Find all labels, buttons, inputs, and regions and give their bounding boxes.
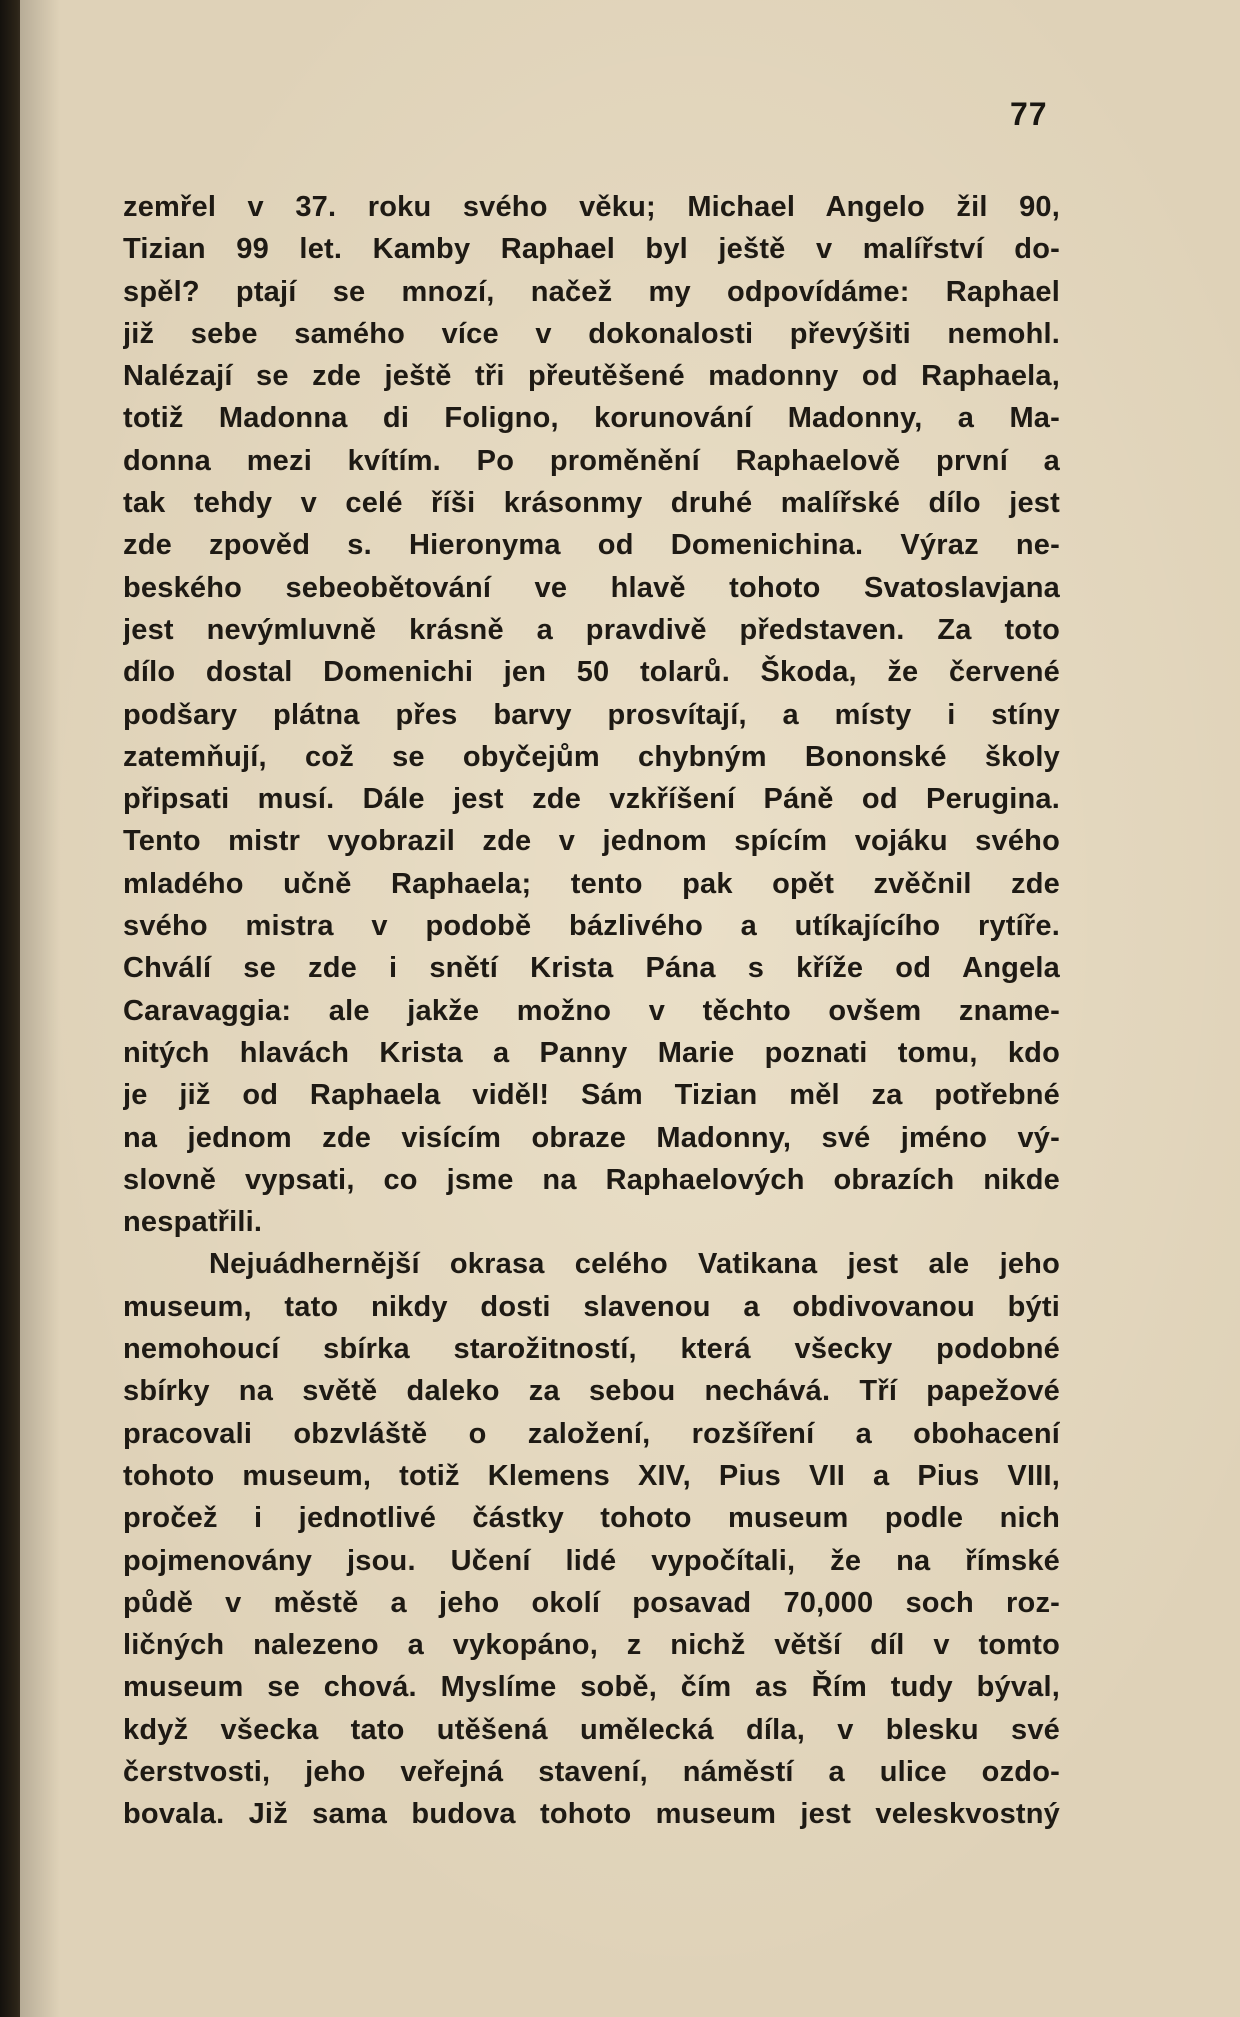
text-line: již sebe samého více v dokonalosti převýšiti nemohl. [123, 317, 1060, 350]
text-line: tak tehdy v celé říši krásonmy druhé malířské dílo jest [123, 487, 1060, 520]
text-line: slovně vypsati, co jsme na Raphaelových obrazích nikde [123, 1163, 1060, 1196]
text-line: dílo dostal Domenichi jen 50 tolarů. Škoda, že červené [123, 656, 1060, 689]
text-line: Caravaggia: ale jakže možno v těchto ovšem zname- [123, 994, 1060, 1027]
text-line: podšary plátna přes barvy prosvítají, a místy i stíny [123, 698, 1060, 731]
text-line: když všecka tato utěšená umělecká díla, v blesku své [123, 1713, 1060, 1746]
text-line: sbírky na světě daleko za sebou nechává. Tří papežové [123, 1375, 1060, 1408]
text-line: Nalézají se zde ještě tři přeutěšené madonny od Raphaela, [123, 360, 1060, 393]
text-line: zatemňují, což se obyčejům chybným Bononské školy [123, 740, 1060, 773]
text-line: Tento mistr vyobrazil zde v jednom spícím vojáku svého [123, 825, 1060, 858]
text-line: tohoto museum, totiž Klemens XIV, Pius VII a Pius VIII, [123, 1459, 1060, 1492]
text-line: bovala. Již sama budova tohoto museum jest veleskvostný [123, 1798, 1060, 1831]
text-line: mladého učně Raphaela; tento pak opět zvěčnil zde [123, 867, 1060, 900]
text-line: donna mezi kvítím. Po proměnění Raphaelově první a [123, 444, 1060, 477]
book-page [20, 0, 1240, 2017]
text-line: beského sebeobětování ve hlavě tohoto Svatoslavjana [123, 571, 1060, 604]
text-line: půdě v městě a jeho okolí posavad 70,000 soch roz- [123, 1586, 1060, 1619]
text-line: ličných nalezeno a vykopáno, z nichž větší díl v tomto [123, 1629, 1060, 1662]
text-line: pojmenovány jsou. Učení lidé vypočítali, že na římské [123, 1544, 1060, 1577]
text-line: jest nevýmluvně krásně a pravdivě představen. Za toto [123, 613, 1060, 646]
page-number: 77 [1010, 96, 1048, 132]
text-line: připsati musí. Dále jest zde vzkříšení Páně od Perugina. [123, 783, 1060, 816]
text-line: totiž Madonna di Foligno, korunování Madonny, a Ma- [123, 402, 1060, 435]
text-line: Tizian 99 let. Kamby Raphael byl ještě v malířství do- [123, 233, 1060, 266]
text-line: Nejuádhernější okrasa celého Vatikana jest ale jeho [209, 1248, 1060, 1281]
text-line: pročež i jednotlivé částky tohoto museum podle nich [123, 1502, 1060, 1535]
text-line: Chválí se zde i snětí Krista Pána s kříže od Angela [123, 952, 1060, 985]
text-line: nitých hlavách Krista a Panny Marie poznati tomu, kdo [123, 1036, 1060, 1069]
body-text [123, 186, 1060, 1836]
text-line: svého mistra v podobě bázlivého a utíkajícího rytíře. [123, 910, 1060, 943]
text-line: spěl? ptají se mnozí, načež my odpovídáme: Raphael [123, 275, 1060, 308]
text-line: museum, tato nikdy dosti slavenou a obdivovanou býti [123, 1290, 1060, 1323]
text-line: nemohoucí sbírka starožitností, která všecky podobné [123, 1333, 1060, 1366]
text-line: je již od Raphaela viděl! Sám Tizian měl za potřebné [123, 1079, 1060, 1112]
text-line: zemřel v 37. roku svého věku; Michael Angelo žil 90, [123, 191, 1060, 223]
text-line: pracovali obzvláště o založení, rozšíření a obohacení [123, 1417, 1060, 1450]
text-line: čerstvosti, jeho veřejná stavení, náměstí a ulice ozdo- [123, 1755, 1060, 1788]
text-line: nespatřili. [123, 1206, 263, 1239]
text-line: na jednom zde visícím obraze Madonny, své jméno vý- [123, 1121, 1060, 1154]
text-line: museum se chová. Myslíme sobě, čím as Řím tudy býval, [123, 1671, 1060, 1704]
text-line: zde zpověd s. Hieronyma od Domenichina. Výraz ne- [123, 529, 1060, 562]
